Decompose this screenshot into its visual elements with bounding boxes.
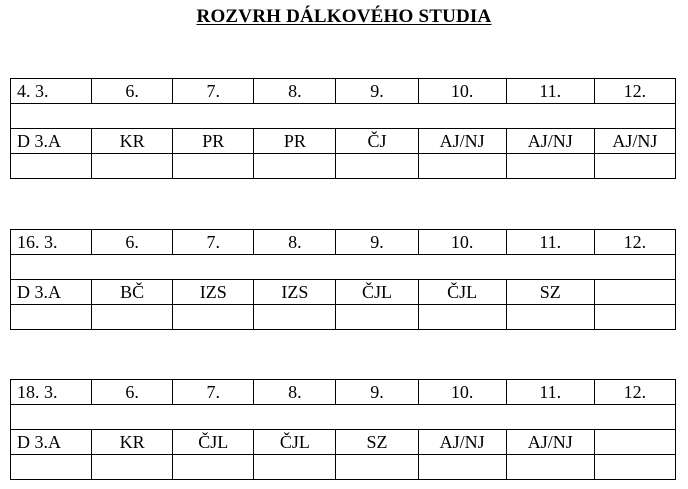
blank-cell <box>173 455 254 480</box>
schedule-table <box>10 78 676 179</box>
blank-cell <box>594 305 675 330</box>
subject-cell: PR <box>173 129 254 154</box>
hour-cell: 12. <box>594 230 675 255</box>
blank-row <box>11 255 676 280</box>
schedule-table <box>10 229 676 330</box>
blank-cell <box>594 154 675 179</box>
subject-cell: ČJL <box>254 430 336 455</box>
subject-cell <box>594 430 675 455</box>
subject-cell <box>594 280 675 305</box>
subject-cell: IZS <box>254 280 336 305</box>
blank-cell <box>92 305 173 330</box>
blank-row <box>11 455 676 480</box>
blank-cell <box>11 154 92 179</box>
hour-cell: 8. <box>254 380 336 405</box>
subject-cell: ČJL <box>418 280 506 305</box>
subject-cell: ČJ <box>336 129 418 154</box>
hour-cell: 10. <box>418 79 506 104</box>
class-cell: D 3.A <box>11 129 92 154</box>
hours-row <box>11 230 676 255</box>
subject-cell: AJ/NJ <box>506 129 594 154</box>
blank-cell <box>254 305 336 330</box>
blank-cell <box>254 154 336 179</box>
hours-row <box>11 79 676 104</box>
subjects-row <box>11 129 676 154</box>
blank-cell <box>92 154 173 179</box>
class-cell: D 3.A <box>11 430 92 455</box>
page-title: ROZVRH DÁLKOVÉHO STUDIA <box>196 6 492 27</box>
blank-cell <box>11 104 676 129</box>
hour-cell: 7. <box>173 380 254 405</box>
date-cell: 18. 3. <box>11 380 92 405</box>
subject-cell: KR <box>92 129 173 154</box>
hour-cell: 8. <box>254 230 336 255</box>
subjects-row <box>11 430 676 455</box>
blank-cell <box>418 154 506 179</box>
blank-cell <box>506 455 594 480</box>
blank-cell <box>336 455 418 480</box>
hour-cell: 12. <box>594 79 675 104</box>
hour-cell: 7. <box>173 230 254 255</box>
class-cell: D 3.A <box>11 280 92 305</box>
subject-cell: PR <box>254 129 336 154</box>
hour-cell: 11. <box>506 230 594 255</box>
blank-cell <box>11 455 92 480</box>
subject-cell: AJ/NJ <box>594 129 675 154</box>
hour-cell: 9. <box>336 230 418 255</box>
subject-cell: AJ/NJ <box>418 129 506 154</box>
blank-row <box>11 154 676 179</box>
blank-cell <box>594 455 675 480</box>
blank-cell <box>11 305 92 330</box>
subject-cell: AJ/NJ <box>506 430 594 455</box>
hour-cell: 11. <box>506 79 594 104</box>
blank-cell <box>173 154 254 179</box>
blank-cell <box>506 305 594 330</box>
hour-cell: 6. <box>92 230 173 255</box>
subject-cell: BČ <box>92 280 173 305</box>
subject-cell: ČJL <box>173 430 254 455</box>
hour-cell: 9. <box>336 380 418 405</box>
date-cell: 16. 3. <box>11 230 92 255</box>
subjects-row <box>11 280 676 305</box>
hour-cell: 10. <box>418 380 506 405</box>
blank-cell <box>336 305 418 330</box>
blank-cell <box>11 255 676 280</box>
hour-cell: 6. <box>92 380 173 405</box>
hour-cell: 9. <box>336 79 418 104</box>
blank-cell <box>418 305 506 330</box>
hour-cell: 11. <box>506 380 594 405</box>
subject-cell: IZS <box>173 280 254 305</box>
blank-cell <box>11 405 676 430</box>
blank-cell <box>254 455 336 480</box>
subject-cell: ČJL <box>336 280 418 305</box>
subject-cell: SZ <box>506 280 594 305</box>
hour-cell: 10. <box>418 230 506 255</box>
blank-row <box>11 305 676 330</box>
blank-cell <box>506 154 594 179</box>
subject-cell: KR <box>92 430 173 455</box>
blank-cell <box>336 154 418 179</box>
blank-cell <box>92 455 173 480</box>
subject-cell: AJ/NJ <box>418 430 506 455</box>
subject-cell: SZ <box>336 430 418 455</box>
hour-cell: 7. <box>173 79 254 104</box>
blank-cell <box>418 455 506 480</box>
schedule-table <box>10 379 676 480</box>
blank-cell <box>173 305 254 330</box>
hour-cell: 8. <box>254 79 336 104</box>
hour-cell: 12. <box>594 380 675 405</box>
blank-row <box>11 405 676 430</box>
hour-cell: 6. <box>92 79 173 104</box>
blank-row <box>11 104 676 129</box>
hours-row <box>11 380 676 405</box>
date-cell: 4. 3. <box>11 79 92 104</box>
